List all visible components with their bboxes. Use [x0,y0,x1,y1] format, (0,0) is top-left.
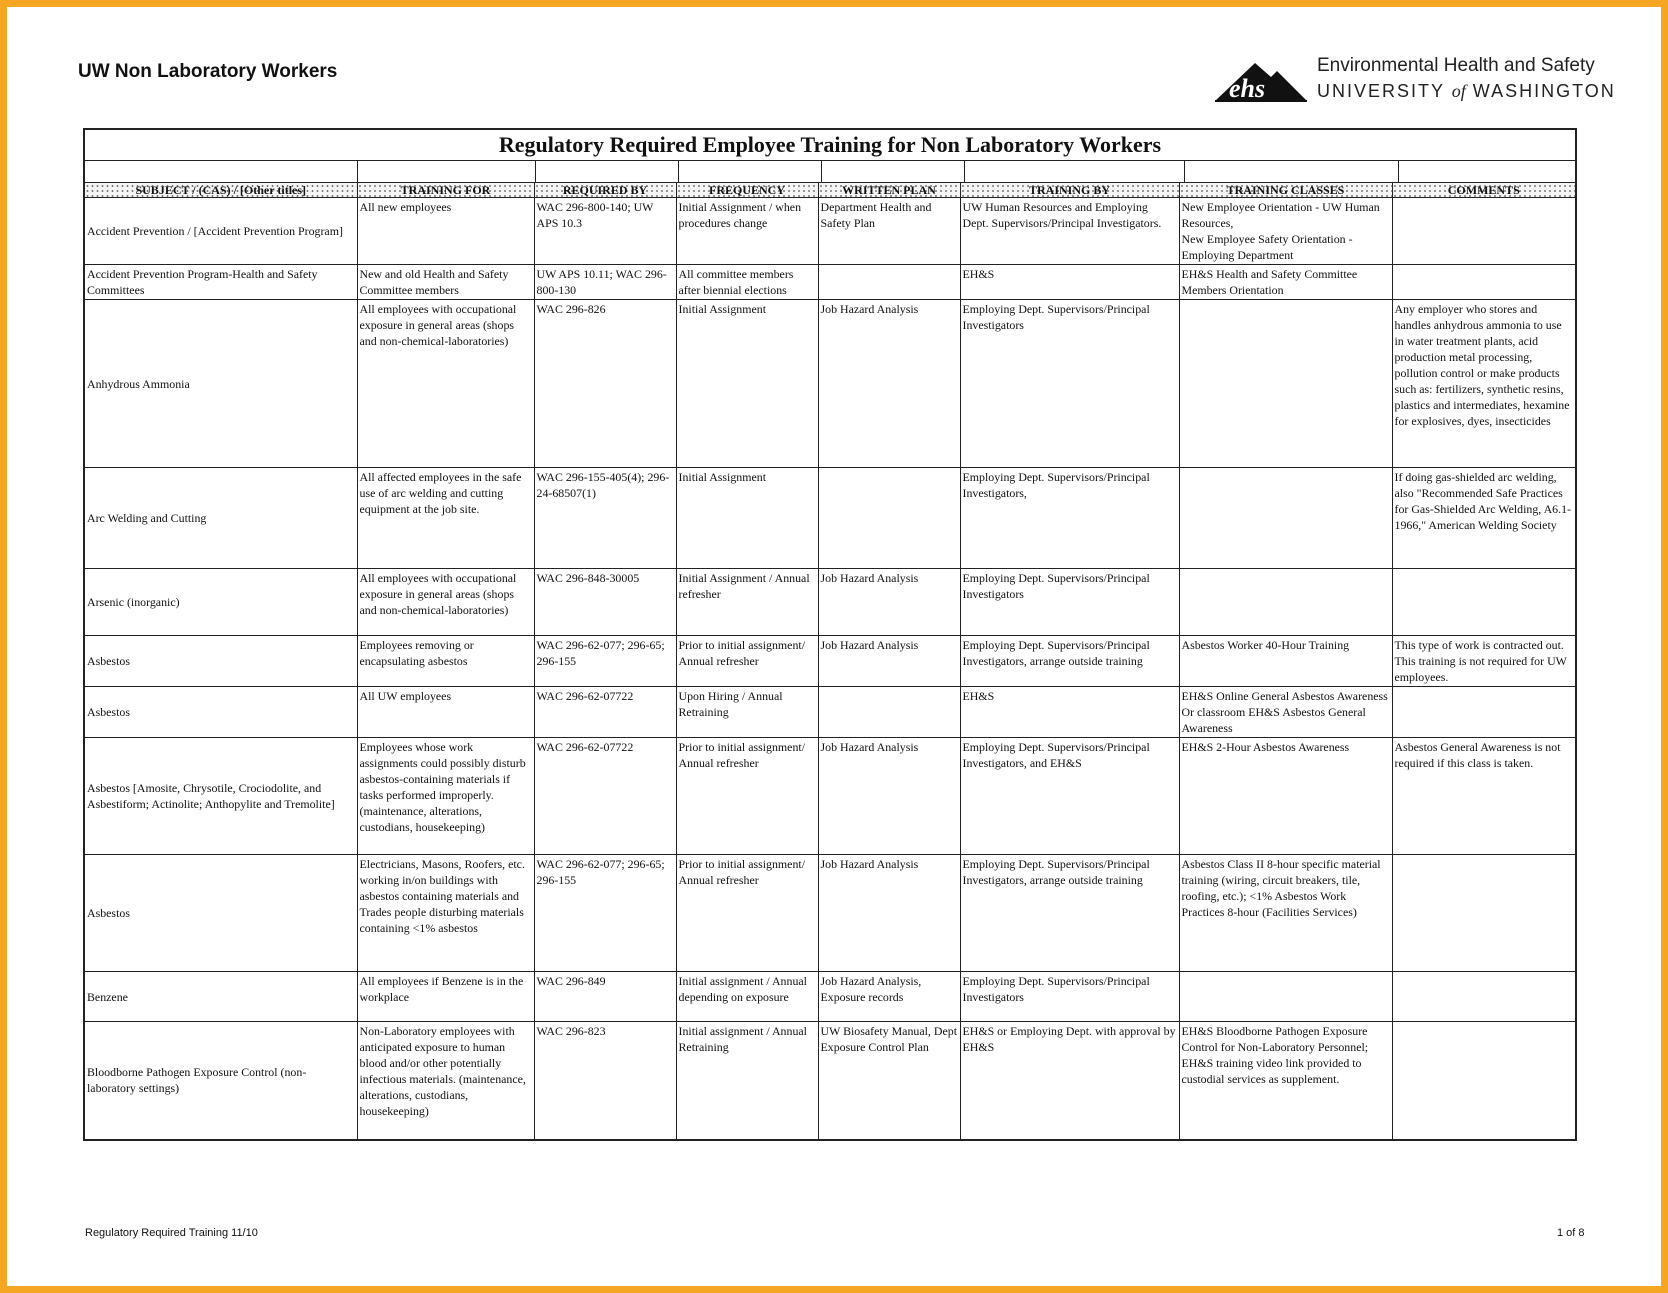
cell-training-by [960,855,1179,972]
cell-training-for [357,300,534,468]
table-row [85,855,1575,972]
cell-training-for [357,468,534,569]
cell-training-by [960,636,1179,687]
cell-frequency [676,687,818,738]
cell-training-classes [1179,855,1392,972]
cell-frequency [676,265,818,300]
cell-required-by [534,687,676,738]
cell-text: Employing Dept. Supervisors/Principal Investigators, and EH&S [962,740,1150,770]
cell-comments [1392,855,1575,972]
cell-text: Initial Assignment [678,302,767,316]
cell-text: Prior to initial assignment/ Annual refresher [678,857,805,887]
logo-mark-text: ehs [1229,74,1266,103]
cell-text: EH&S Health and Safety Committee Members Orientation [1181,267,1358,297]
cell-text: Initial assignment / Annual depending on exposure [678,974,807,1004]
cell-text: Asbestos [87,906,130,920]
cell-training-for [357,636,534,687]
cell-text: Job Hazard Analysis [820,740,919,754]
cell-comments [1392,569,1575,636]
ehs-mountain-logo-icon [1215,57,1307,103]
logo-university-name [1317,81,1616,102]
cell-training-classes [1179,468,1392,569]
cell-required-by [534,972,676,1022]
cell-training-by [960,569,1179,636]
cell-comments [1392,738,1575,855]
cell-text: EH&S or Employing Dept. with approval by EH&S [962,1024,1176,1054]
cell-text: Electricians, Masons, Roofers, etc. working in/on buildings with asbestos containing materials and Trades people disturbing materials containing <1% asbestos [359,857,525,935]
cell-training-classes [1179,738,1392,855]
column-header-frequency: FREQUENCY [676,183,818,198]
cell-text: Job Hazard Analysis [820,857,919,871]
cell-text: EH&S Online General Asbestos Awareness Or classroom EH&S Asbestos General Awareness [1181,689,1388,735]
cell-frequency [676,972,818,1022]
cell-text: Employing Dept. Supervisors/Principal Investigators [962,302,1150,332]
cell-text: Arc Welding and Cutting [87,511,207,525]
cell-frequency [676,738,818,855]
cell-subject [85,198,357,265]
cell-text: Benzene [87,989,128,1004]
table-row [85,1022,1575,1139]
cell-frequency [676,855,818,972]
logo-of-word: of [1451,81,1466,101]
cell-training-classes [1179,1022,1392,1139]
table-title: Regulatory Required Employee Training for Non Laboratory Workers [85,130,1575,161]
cell-frequency [676,569,818,636]
cell-text: Employees whose work assignments could possibly disturb asbestos-containing materials if tasks performed improperly. (maintenance, alterations, custodians, housekeeping) [359,740,526,834]
cell-required-by [534,855,676,972]
logo-department-name: Environmental Health and Safety [1317,55,1595,76]
cell-text: All committee members after biennial elections [678,267,794,297]
cell-training-by [960,972,1179,1022]
cell-training-by [960,687,1179,738]
cell-text: Accident Prevention / [Accident Prevention Program] [87,224,343,238]
cell-training-classes [1179,198,1392,265]
cell-text: Bloodborne Pathogen Exposure Control (non-laboratory settings) [87,1065,307,1096]
cell-text: Job Hazard Analysis [820,571,919,585]
table-row [85,198,1575,265]
cell-written-plan [818,855,960,972]
cell-subject [85,300,357,468]
cell-text: Any employer who stores and handles anhydrous ammonia to use in water treatment plants, acid production metal processing, pollution control or make products such as: fertilizers, synthetic resins, plastics and intermediates, hexamine for explosives, dyes, insecticides [1394,302,1570,428]
cell-text: All new employees [359,200,452,214]
cell-comments [1392,300,1575,468]
table-row [85,300,1575,468]
cell-training-classes [1179,636,1392,687]
cell-comments [1392,265,1575,300]
cell-written-plan [818,636,960,687]
table-row [85,468,1575,569]
cell-text: WAC 296-849 [536,974,606,988]
cell-subject [85,738,357,855]
table-row [85,738,1575,855]
cell-subject [85,569,357,636]
cell-training-for [357,198,534,265]
cell-training-by [960,265,1179,300]
cell-training-classes [1179,569,1392,636]
training-table [85,182,1575,1139]
cell-text: Accident Prevention Program-Health and Safety Committees [87,267,318,297]
cell-text: Employing Dept. Supervisors/Principal Investigators [962,571,1150,601]
cell-text: Job Hazard Analysis, Exposure records [820,974,922,1004]
cell-training-classes [1179,300,1392,468]
cell-text: Arsenic (inorganic) [87,595,180,609]
cell-text: EH&S 2-Hour Asbestos Awareness [1181,740,1350,754]
cell-text: If doing gas-shielded arc welding, also "Recommended Safe Practices for Gas-Shielded Arc Welding, A6.1-1966," American Welding Society [1394,470,1571,532]
header-spacer-row [85,161,1575,182]
table-row [85,687,1575,738]
cell-text: WAC 296-62-077; 296-65; 296-155 [536,857,665,887]
cell-text: Asbestos [87,705,130,719]
cell-written-plan [818,1022,960,1139]
column-header-training-for: TRAINING FOR [357,183,534,198]
table-row [85,569,1575,636]
cell-frequency [676,198,818,265]
cell-frequency [676,468,818,569]
footer-doc-info: Regulatory Required Training 11/10 [85,1227,258,1239]
cell-text: New and old Health and Safety Committee members [359,267,509,297]
cell-training-by [960,198,1179,265]
cell-comments [1392,972,1575,1022]
cell-text: Employing Dept. Supervisors/Principal Investigators, arrange outside training [962,638,1150,668]
cell-frequency [676,300,818,468]
cell-text: All employees with occupational exposure in general areas (shops and non-chemical-laboratories) [359,571,517,617]
cell-training-by [960,468,1179,569]
cell-required-by [534,569,676,636]
cell-comments [1392,1022,1575,1139]
cell-subject [85,468,357,569]
cell-required-by [534,265,676,300]
cell-written-plan [818,265,960,300]
cell-subject [85,636,357,687]
column-header-subject: SUBJECT / (CAS) / [Other titles] [85,183,357,198]
column-header-training-classes: TRAINING CLASSES [1179,183,1392,198]
table-row [85,636,1575,687]
cell-required-by [534,198,676,265]
cell-text: UW APS 10.11; WAC 296-800-130 [536,267,667,297]
cell-text: Initial assignment / Annual Retraining [678,1024,807,1054]
cell-comments [1392,687,1575,738]
cell-frequency [676,636,818,687]
ehs-uw-logo [1215,53,1616,109]
cell-text: Department Health and Safety Plan [820,200,932,230]
cell-text: All UW employees [359,689,452,703]
cell-text: WAC 296-848-30005 [536,571,640,585]
cell-text: Prior to initial assignment/ Annual refresher [678,638,805,668]
logo-university-word: UNIVERSITY [1317,81,1445,101]
cell-text: WAC 296-62-077; 296-65; 296-155 [536,638,665,668]
column-header-comments: COMMENTS [1392,183,1575,198]
cell-text: WAC 296-823 [536,1024,606,1038]
cell-training-for [357,265,534,300]
cell-training-for [357,569,534,636]
cell-comments [1392,198,1575,265]
cell-text: EH&S [962,267,995,281]
cell-training-classes [1179,687,1392,738]
cell-text: Anhydrous Ammonia [87,376,190,391]
cell-text: All affected employees in the safe use of arc welding and cutting equipment at the job site. [359,470,522,516]
cell-text: Employees removing or encapsulating asbestos [359,638,474,668]
cell-subject [85,265,357,300]
cell-training-for [357,738,534,855]
cell-required-by [534,738,676,855]
cell-frequency [676,1022,818,1139]
cell-text: Asbestos Worker 40-Hour Training [1181,638,1350,652]
cell-text: Initial Assignment / when procedures change [678,200,802,230]
cell-text: New Employee Orientation - UW Human Resources, New Employee Safety Orientation - Employing Department [1181,200,1380,262]
cell-training-classes [1179,972,1392,1022]
cell-written-plan [818,300,960,468]
cell-required-by [534,636,676,687]
cell-text: Asbestos [Amosite, Chrysotile, Crociodolite, and Asbestiform; Actinolite; Anthopylite and Tremolite] [87,781,335,811]
cell-text: Employing Dept. Supervisors/Principal Investigators, [962,470,1150,500]
cell-training-by [960,300,1179,468]
cell-text: Initial Assignment / Annual refresher [678,571,810,601]
cell-training-by [960,738,1179,855]
cell-text: Job Hazard Analysis [820,638,919,652]
cell-text: Initial Assignment [678,470,767,484]
cell-training-by [960,1022,1179,1139]
cell-training-for [357,855,534,972]
cell-text: WAC 296-826 [536,302,606,316]
cell-training-classes [1179,265,1392,300]
cell-written-plan [818,468,960,569]
cell-text: WAC 296-800-140; UW APS 10.3 [536,200,654,230]
cell-text: Non-Laboratory employees with anticipated exposure to human blood and/or other potentially infectious materials. (maintenance, alterations, custodians, housekeeping) [359,1024,526,1118]
table-header-row [85,183,1575,198]
cell-text: EH&S Bloodborne Pathogen Exposure Control for Non-Laboratory Personnel; EH&S training video link provided to custodial services as supplement. [1181,1024,1369,1086]
cell-comments [1392,468,1575,569]
table-row [85,972,1575,1022]
cell-written-plan [818,972,960,1022]
cell-written-plan [818,198,960,265]
cell-subject [85,687,357,738]
cell-text: Asbestos [87,654,130,668]
cell-text: WAC 296-155-405(4); 296-24-68507(1) [536,470,670,500]
cell-text: UW Human Resources and Employing Dept. Supervisors/Principal Investigators. [962,200,1162,230]
cell-required-by [534,1022,676,1139]
cell-text: All employees if Benzene is in the workplace [359,974,524,1004]
cell-text: EH&S [962,689,995,703]
cell-written-plan [818,687,960,738]
cell-text: Employing Dept. Supervisors/Principal Investigators, arrange outside training [962,857,1150,887]
cell-text: WAC 296-62-07722 [536,740,634,754]
cell-text: WAC 296-62-07722 [536,689,634,703]
column-header-written-plan: WRITTEN PLAN [818,183,960,198]
cell-text: UW Biosafety Manual, Dept Exposure Control Plan [820,1024,957,1054]
column-header-required-by: REQUIRED BY [534,183,676,198]
cell-text: All employees with occupational exposure in general areas (shops and non-chemical-laboratories) [359,302,517,348]
column-header-training-by: TRAINING BY [960,183,1179,198]
cell-text: Asbestos Class II 8-hour specific material training (wiring, circuit breakers, tile, roofing, etc.); <1% Asbestos Work Practices 8-hour (Facilities Services) [1181,857,1381,919]
cell-text: Prior to initial assignment/ Annual refresher [678,740,805,770]
cell-training-for [357,972,534,1022]
cell-required-by [534,468,676,569]
cell-text: Employing Dept. Supervisors/Principal Investigators [962,974,1150,1004]
document-title: UW Non Laboratory Workers [78,61,338,82]
cell-training-for [357,1022,534,1139]
cell-text: Asbestos General Awareness is not required if this class is taken. [1394,740,1561,770]
cell-text: Upon Hiring / Annual Retraining [678,689,783,719]
cell-subject [85,972,357,1022]
footer-page-number: 1 of 8 [1557,1227,1585,1239]
cell-written-plan [818,569,960,636]
cell-subject [85,1022,357,1139]
cell-text: Job Hazard Analysis [820,302,919,316]
training-table-container [83,128,1577,1141]
cell-text: This type of work is contracted out. This training is not required for UW employees. [1394,638,1567,684]
cell-required-by [534,300,676,468]
cell-training-for [357,687,534,738]
logo-washington-word: WASHINGTON [1472,81,1616,101]
table-row [85,265,1575,300]
cell-written-plan [818,738,960,855]
cell-comments [1392,636,1575,687]
cell-subject [85,855,357,972]
